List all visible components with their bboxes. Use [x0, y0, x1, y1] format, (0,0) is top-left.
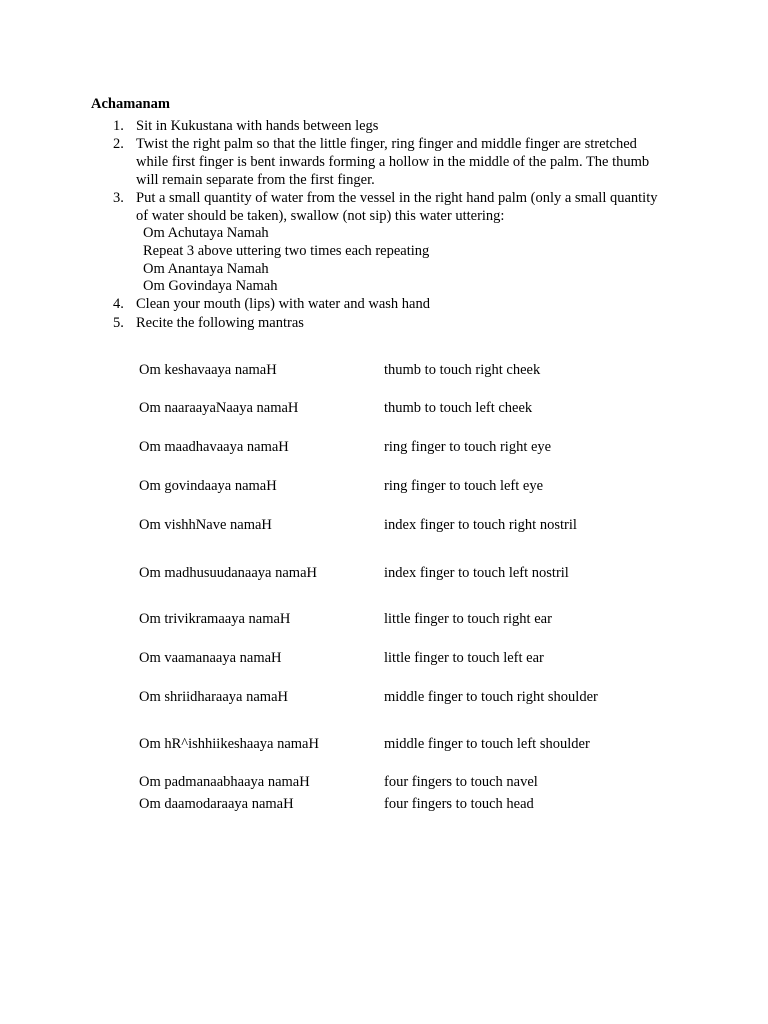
step-text: Twist the right palm so that the little finger, ring finger and middle finger are stretched: [136, 136, 637, 152]
mantra-action: index finger to touch right nostril: [384, 517, 577, 533]
steps-list: [0, 0, 768, 340]
step-subline: Om Anantaya Namah: [143, 261, 269, 277]
mantra-name: Om vishhNave namaH: [139, 517, 272, 533]
step-subline: Repeat 3 above uttering two times each repeating: [143, 243, 430, 259]
mantra-name: Om hR^ishhiikeshaaya namaH: [139, 736, 319, 752]
mantra-row: [0, 795, 768, 815]
mantra-action: middle finger to touch left shoulder: [384, 736, 590, 752]
mantra-name: Om vaamanaaya namaH: [139, 650, 282, 666]
step-text: while first finger is bent inwards forming a hollow in the middle of the palm. The thumb: [136, 154, 650, 170]
mantra-action: middle finger to touch right shoulder: [384, 689, 598, 705]
step-text: Sit in Kukustana with hands between legs: [136, 118, 379, 134]
mantra-row: [0, 399, 768, 419]
mantra-row: [0, 564, 768, 584]
mantra-row: [0, 773, 768, 793]
mantra-action: little finger to touch right ear: [384, 611, 552, 627]
step-number: 1.: [113, 118, 124, 134]
mantra-row: [0, 361, 768, 381]
mantra-name: Om shriidharaaya namaH: [139, 689, 288, 705]
mantra-row: [0, 649, 768, 669]
mantra-name: Om naaraayaNaaya namaH: [139, 400, 299, 416]
step-number: 3.: [113, 190, 124, 206]
mantra-name: Om padmanaabhaaya namaH: [139, 774, 310, 790]
mantra-row: [0, 688, 768, 708]
mantra-row: [0, 438, 768, 458]
step-text: Put a small quantity of water from the vessel in the right hand palm (only a small quantity: [136, 190, 658, 206]
mantra-name: Om daamodaraaya namaH: [139, 796, 294, 812]
mantra-action: four fingers to touch head: [384, 796, 534, 812]
mantra-name: Om madhusuudanaaya namaH: [139, 565, 317, 581]
step-number: 2.: [113, 136, 124, 152]
mantra-action: ring finger to touch right eye: [384, 439, 552, 455]
mantra-action: index finger to touch left nostril: [384, 565, 569, 581]
mantra-name: Om govindaaya namaH: [139, 478, 277, 494]
step-text: Recite the following mantras: [136, 315, 304, 331]
mantra-action: four fingers to touch navel: [384, 774, 538, 790]
mantra-row: [0, 735, 768, 755]
step-number: 4.: [113, 296, 124, 312]
step-subline: Om Achutaya Namah: [143, 225, 269, 241]
mantra-name: Om maadhavaaya namaH: [139, 439, 289, 455]
step-text: will remain separate from the first finger.: [136, 172, 375, 188]
mantra-action: ring finger to touch left eye: [384, 478, 544, 494]
mantra-name: Om keshavaaya namaH: [139, 362, 277, 378]
mantra-action: thumb to touch right cheek: [384, 362, 541, 378]
mantra-row: [0, 610, 768, 630]
document-title: Achamanam: [91, 96, 170, 112]
step-text: of water should be taken), swallow (not sip) this water uttering:: [136, 208, 505, 224]
step-subline: Om Govindaya Namah: [143, 278, 278, 294]
mantra-row: [0, 477, 768, 497]
mantra-action: thumb to touch left cheek: [384, 400, 533, 416]
step-number: 5.: [113, 315, 124, 331]
mantra-name: Om trivikramaaya namaH: [139, 611, 291, 627]
mantra-row: [0, 516, 768, 536]
step-text: Clean your mouth (lips) with water and wash hand: [136, 296, 430, 312]
mantra-action: little finger to touch left ear: [384, 650, 544, 666]
